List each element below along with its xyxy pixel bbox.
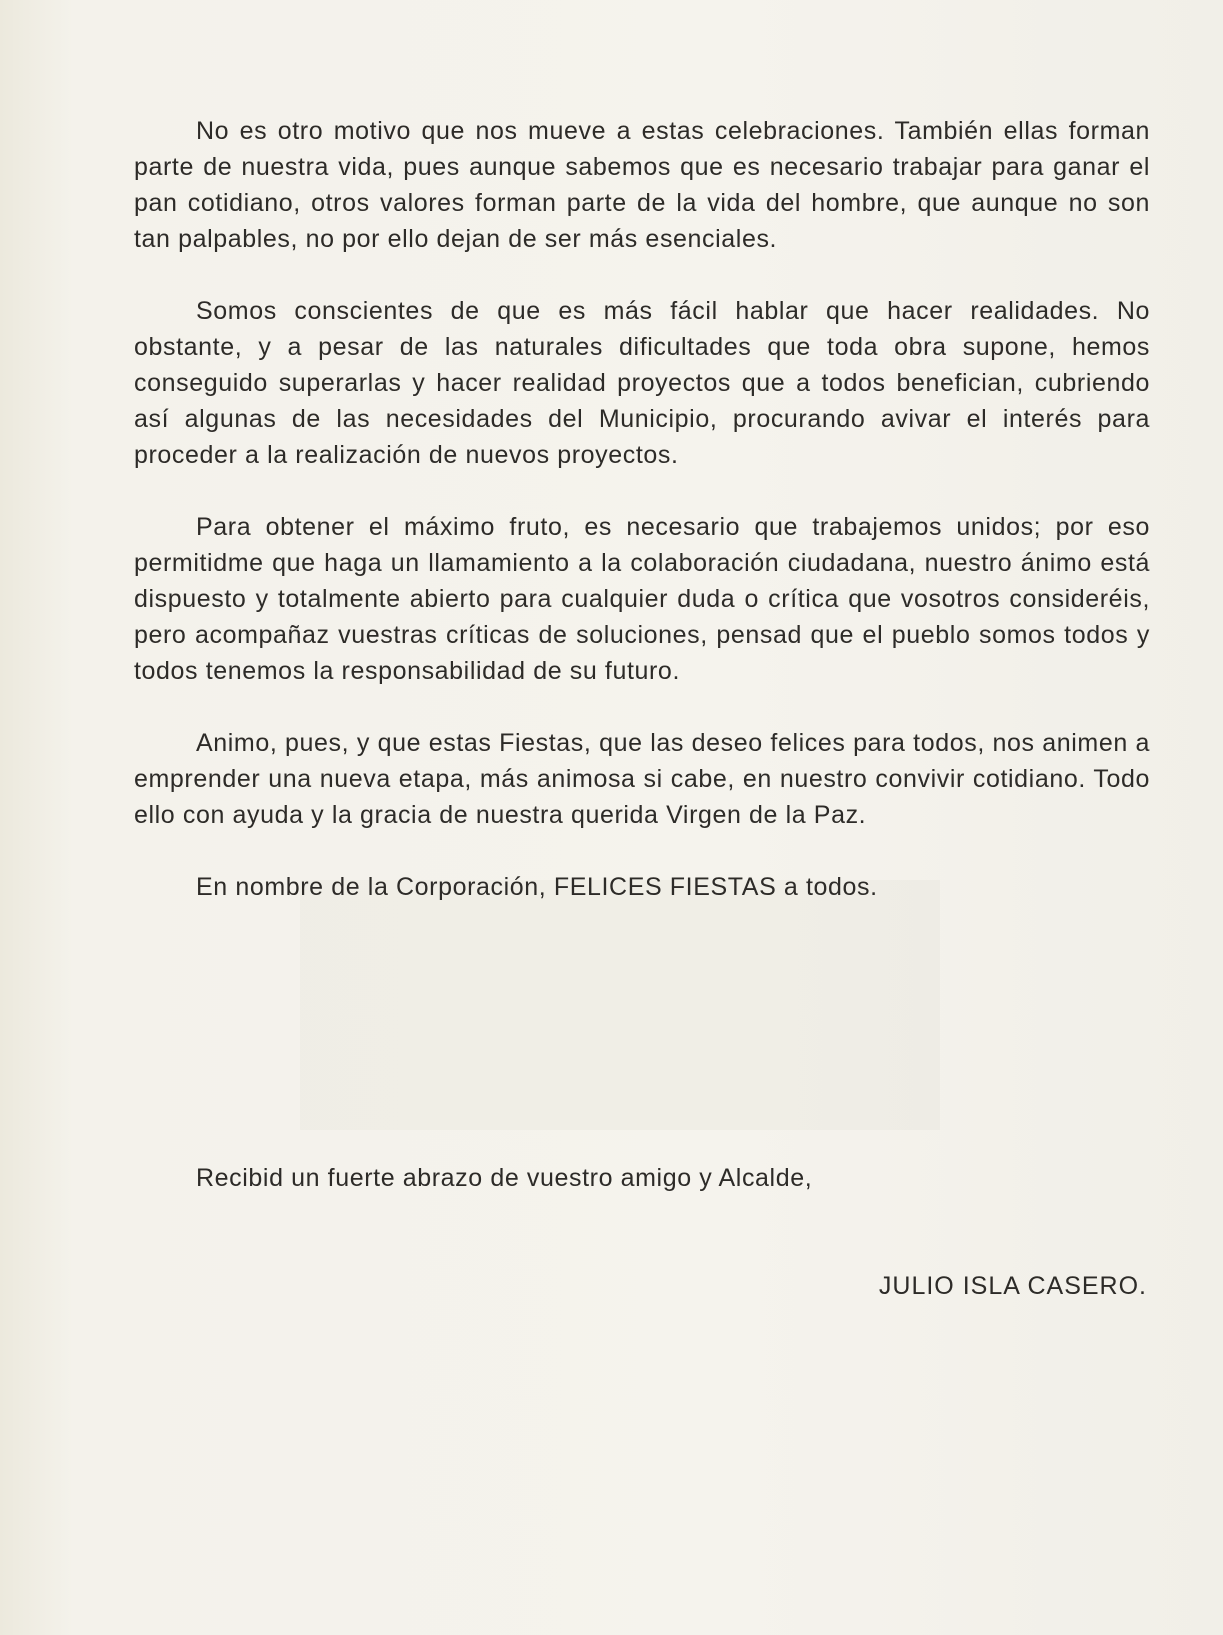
letter-body: [134, 113, 1150, 905]
regards-line: Recibid un fuerte abrazo de vuestro amigo y Alcalde,: [196, 1164, 813, 1192]
paragraph-4: Animo, pues, y que estas Fiestas, que las deseo felices para todos, nos animen a emprender una nueva etapa, más animosa si cabe, en nuestro convivir cotidiano. Todo ello con ayuda y la gracia de nuestra querida Virgen de la Paz.: [134, 729, 1150, 829]
closing-greeting: En nombre de la Corporación, FELICES FIESTAS a todos.: [196, 873, 878, 901]
bleed-through-shadow: [300, 880, 940, 1130]
paragraph-1: No es otro motivo que nos mueve a estas celebraciones. También ellas forman parte de nuestra vida, pues aunque sabemos que es necesario trabajar para ganar el pan cotidiano, otros valores forman parte de la vida del hombre, que aunque no son tan palpables, no por ello dejan de ser más esenciales.: [134, 117, 1150, 253]
paragraph-3: Para obtener el máximo fruto, es necesario que trabajemos unidos; por eso permitidme que haga un llamamiento a la colaboración ciudadana, nuestro ánimo está dispuesto y totalmente abierto para cualquier duda o crítica que vosotros consideréis, pero acompañaz vuestras críticas de soluciones, pensad que el pueblo somos todos y todos tenemos la responsabilidad de su futuro.: [134, 513, 1150, 685]
paragraph-2: Somos conscientes de que es más fácil hablar que hacer realidades. No obstante, y a pesar de las naturales dificultades que toda obra supone, hemos conseguido superarlas y hacer realidad proyectos que a todos benefician, cubriendo así algunas de las necesidades del Municipio, procurando avivar el interés para proceder a la realización de nuevos proyectos.: [134, 297, 1150, 469]
signature-name: JULIO ISLA CASERO.: [878, 1272, 1147, 1300]
